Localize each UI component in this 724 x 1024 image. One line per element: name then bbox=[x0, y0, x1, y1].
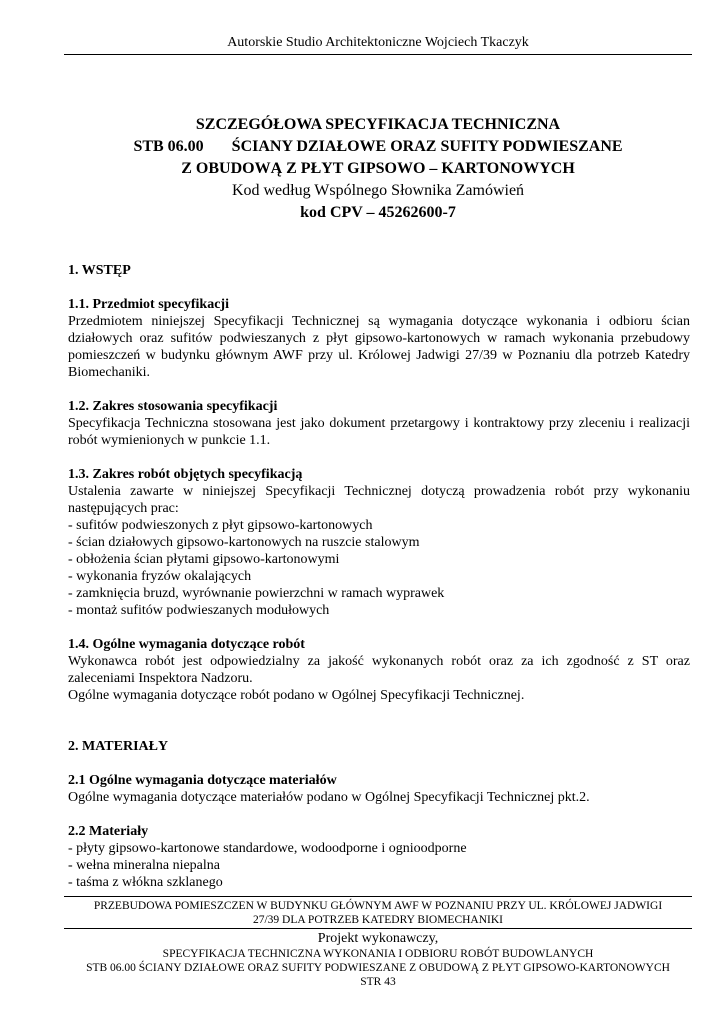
spec-code-title: STB 06.00 ŚCIANY DZIAŁOWE ORAZ SUFITY PODWIESZANE bbox=[133, 138, 623, 155]
list-item: - montaż sufitów podwieszanych modułowych bbox=[68, 603, 330, 618]
title-block bbox=[64, 114, 692, 224]
project-name-box bbox=[64, 896, 692, 929]
list-item: - taśma z włókna szklanego bbox=[68, 875, 223, 890]
subsection-heading-2-2: 2.2 Materiały bbox=[68, 824, 149, 839]
paragraph-2-1: Ogólne wymagania dotyczące materiałów podano w Ogólnej Specyfikacji Technicznej pkt.2. bbox=[68, 790, 590, 805]
section-heading-1: 1. WSTĘP bbox=[68, 263, 131, 278]
list-item: - obłożenia ścian płytami gipsowo-kartonowymi bbox=[68, 552, 340, 567]
page-number: STR 43 bbox=[360, 976, 396, 988]
subsection-heading-1-4: 1.4. Ogólne wymagania dotyczące robót bbox=[68, 637, 305, 652]
project-name-line1: PRZEBUDOWA POMIESZCZEN W BUDYNKU GŁÓWNYM AWF W POZNANIU PRZY UL. KRÓLOWEJ JADWIGI bbox=[93, 900, 663, 912]
page-header bbox=[64, 34, 692, 55]
paragraph-1-3: Ustalenia zawarte w niniejszej Specyfikacji Technicznej dotyczą prowadzenia robót przy wykonaniu następujących prac: bbox=[68, 484, 690, 516]
project-name-line2: 27/39 DLA POTRZEB KATEDRY BIOMECHANIKI bbox=[252, 914, 504, 926]
subsection-heading-1-1: 1.1. Przedmiot specyfikacji bbox=[68, 297, 229, 312]
subsection-heading-1-2: 1.2. Zakres stosowania specyfikacji bbox=[68, 399, 278, 414]
spec-footer-line: SPECYFIKACJA TECHNICZNA WYKONANIA I ODBIORU ROBÓT BUDOWLANYCH bbox=[162, 948, 594, 960]
list-item: - sufitów podwieszonych z płyt gipsowo-kartonowych bbox=[68, 518, 373, 533]
cpv-code: kod CPV – 45262600-7 bbox=[300, 204, 456, 221]
cpv-caption: Kod według Wspólnego Słownika Zamówień bbox=[231, 182, 525, 199]
list-item: - wykonania fryzów okalających bbox=[68, 569, 252, 584]
spec-title: SZCZEGÓŁOWA SPECYFIKACJA TECHNICZNA bbox=[195, 116, 561, 133]
document-body bbox=[68, 262, 690, 891]
list-item: - ścian działowych gipsowo-kartonowych na ruszcie stalowym bbox=[68, 535, 420, 550]
section-heading-2: 2. MATERIAŁY bbox=[68, 739, 169, 754]
list-item: - zamknięcia bruzd, wyrównanie powierzchni w ramach wyprawek bbox=[68, 586, 445, 601]
list-item: - płyty gipsowo-kartonowe standardowe, wodoodporne i ognioodporne bbox=[68, 841, 467, 856]
subsection-heading-2-1: 2.1 Ogólne wymagania dotyczące materiałów bbox=[68, 773, 337, 788]
subsection-heading-1-3: 1.3. Zakres robót objętych specyfikacją bbox=[68, 467, 303, 482]
paragraph-1-1: Przedmiotem niniejszej Specyfikacji Technicznej są wymagania dotyczące wykonania i odbioru ścian działowych oraz sufitów podwieszanych z płyt gipsowo-kartonowych w ramach wykonania przebudowy pomieszczeń w budynku głównym AWF przy ul. Królowej Jadwigi 27/39 w Poznaniu dla potrzeb Katedry Biomechaniki. bbox=[68, 314, 690, 380]
paragraph-1-4b: Ogólne wymagania dotyczące robót podano w Ogólnej Specyfikacji Technicznej. bbox=[68, 688, 525, 703]
project-type: Projekt wykonawczy, bbox=[317, 931, 439, 946]
page-footer bbox=[64, 896, 692, 989]
paragraph-1-2: Specyfikacja Techniczna stosowana jest jako dokument przetargowy i kontraktowy przy zleceniu i realizacji robót wymienionych w punkcie 1.1. bbox=[68, 416, 690, 448]
stb-footer-line: STB 06.00 ŚCIANY DZIAŁOWE ORAZ SUFITY PODWIESZANE Z OBUDOWĄ Z PŁYT GIPSOWO-KARTONOWYCH bbox=[86, 962, 670, 974]
paragraph-1-4a: Wykonawca robót jest odpowiedzialny za jakość wykonanych robót oraz za ich zgodność z ST oraz zaleceniami Inspektora Nadzoru. bbox=[68, 654, 690, 686]
list-item: - wełna mineralna niepalna bbox=[68, 858, 220, 873]
studio-name: Autorskie Studio Architektoniczne Wojciech Tkaczyk bbox=[227, 35, 529, 50]
spec-subtitle: Z OBUDOWĄ Z PŁYT GIPSOWO – KARTONOWYCH bbox=[181, 160, 575, 177]
